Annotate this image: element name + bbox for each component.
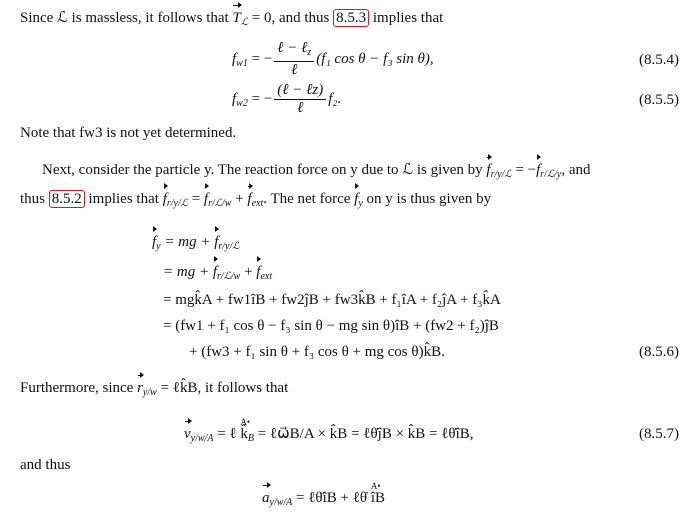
text: on y is thus given by xyxy=(362,191,492,207)
paragraph-note: Note that fw3 is not yet determined. xyxy=(20,125,237,141)
eq-number: (8.5.5) xyxy=(639,92,679,108)
text: = − xyxy=(511,162,537,178)
text: implies that xyxy=(369,10,444,26)
eq-ref-8-5-2[interactable]: 8.5.2 xyxy=(49,190,85,208)
text: Next, consider the particle y. The reaction force on y due to ℒ is given by xyxy=(42,162,487,178)
eq-text: = mg + xyxy=(163,264,213,280)
frac-den: ℓ xyxy=(297,100,304,117)
equation-8-5-6-line5: + (fw3 + f₁ sin θ + f₃ cos θ + mg cos θ)k̂B. xyxy=(189,344,445,360)
paragraph-furthermore: Furthermore, since $r_{y/w}$ = ℓk̂B, it follows that xyxy=(20,380,289,398)
equation-8-5-6-line2: = mg + $f_{r/ℒ/w} + f_{ext}$ xyxy=(163,264,273,282)
eq-number: (8.5.4) xyxy=(639,52,679,68)
eq-text: = ℓθ̈îB + ℓθ̇ xyxy=(292,490,371,506)
fraction xyxy=(274,40,314,79)
text: thus xyxy=(20,191,49,207)
eq-rhs: f₂. xyxy=(328,91,342,107)
equation-8-5-7: $v_{y/w/A}$ = ℓ A• $k̂_B$ = ℓω⃗B/A × k̂B = ℓθ̇ĵB × k̂B = ℓθ̇îB, xyxy=(184,424,474,449)
eq-text: = mg + xyxy=(164,234,215,250)
equation-8-5-6-line1: $f_y$ = mg + $f_{r/y/ℒ}$ xyxy=(152,234,240,252)
fraction xyxy=(274,82,326,117)
text: = xyxy=(187,191,204,207)
eq-tail: A• îB xyxy=(371,488,385,508)
text: Furthermore, since xyxy=(20,380,138,396)
text: = ℓk̂B, it follows that xyxy=(156,380,289,396)
paragraph-and-thus: and thus xyxy=(20,457,71,473)
frac-num-sub: z xyxy=(307,47,312,59)
text: implies that xyxy=(84,191,163,207)
equation-8-5-5: $f_{w2}$ = − $\frac{\text{(ℓ − ℓz)}}{\text{ℓ}}$ f₂. xyxy=(232,82,342,117)
eq-number: (8.5.6) xyxy=(639,344,679,360)
frac-num: ℓ − ℓ xyxy=(277,40,308,57)
paragraph-thus: thus 8.5.2 implies that $f_{r/y/ℒ} = f_{r/ℒ/w} + f_{ext}$. The net force $f_y$ on y is thus given by xyxy=(20,191,492,209)
paragraph-massless: Since ℒ is massless, it follows that $T_ℒ = 0$, and thus 8.5.3 implies that xyxy=(20,10,444,28)
eq-lhs: f xyxy=(232,51,237,67)
eq-lhs-sub: w2 xyxy=(236,98,248,109)
frac-den: ℓ xyxy=(291,62,298,79)
text: Since ℒ is massless, it follows that xyxy=(20,10,233,26)
eq-number: (8.5.7) xyxy=(639,426,679,442)
eq-text: = ℓ xyxy=(213,426,241,442)
eq-lhs-sub: w1 xyxy=(236,58,248,69)
equation-8-5-8: $a_{y/w/A}$ = ℓθ̈îB + ℓθ̇ A• îB xyxy=(262,488,385,513)
torque-symbol: T xyxy=(232,10,241,26)
equation-8-5-4: $f_{w1}$ = − $\frac{\ell - \ell_z}{\text{ℓ}}$ (f₁ cos θ − f₃ sin θ), xyxy=(232,40,434,79)
equation-8-5-6-line4: = (fw1 + f₁ cos θ − f₃ sin θ − mg sin θ)îB + (fw2 + f₂)ĵB xyxy=(163,318,499,334)
eq-lhs: f xyxy=(232,91,237,107)
text: . The net force xyxy=(263,191,355,207)
eq-rhs: (f₁ cos θ − f₃ sin θ), xyxy=(316,51,434,67)
text: = 0, and thus xyxy=(248,10,334,26)
frac-num: (ℓ − ℓz) xyxy=(277,82,324,99)
text: , and xyxy=(561,162,591,178)
text: + xyxy=(231,191,248,207)
eq-text: = ℓω⃗B/A × k̂B = ℓθ̇ĵB × k̂B = ℓθ̇îB, xyxy=(253,426,474,442)
paragraph-next: Next, consider the particle y. The reaction force on y due to ℒ is given by $f_{r/y/ℒ} = -f_{r/ℒ/y}$, and xyxy=(42,162,591,180)
equation-8-5-6-line3: = mgk̂A + fw1îB + fw2ĵB + fw3k̂B + f₁îA + f₂ĵA + f₃k̂A xyxy=(163,292,501,308)
eq-ref-8-5-3[interactable]: 8.5.3 xyxy=(333,9,369,27)
